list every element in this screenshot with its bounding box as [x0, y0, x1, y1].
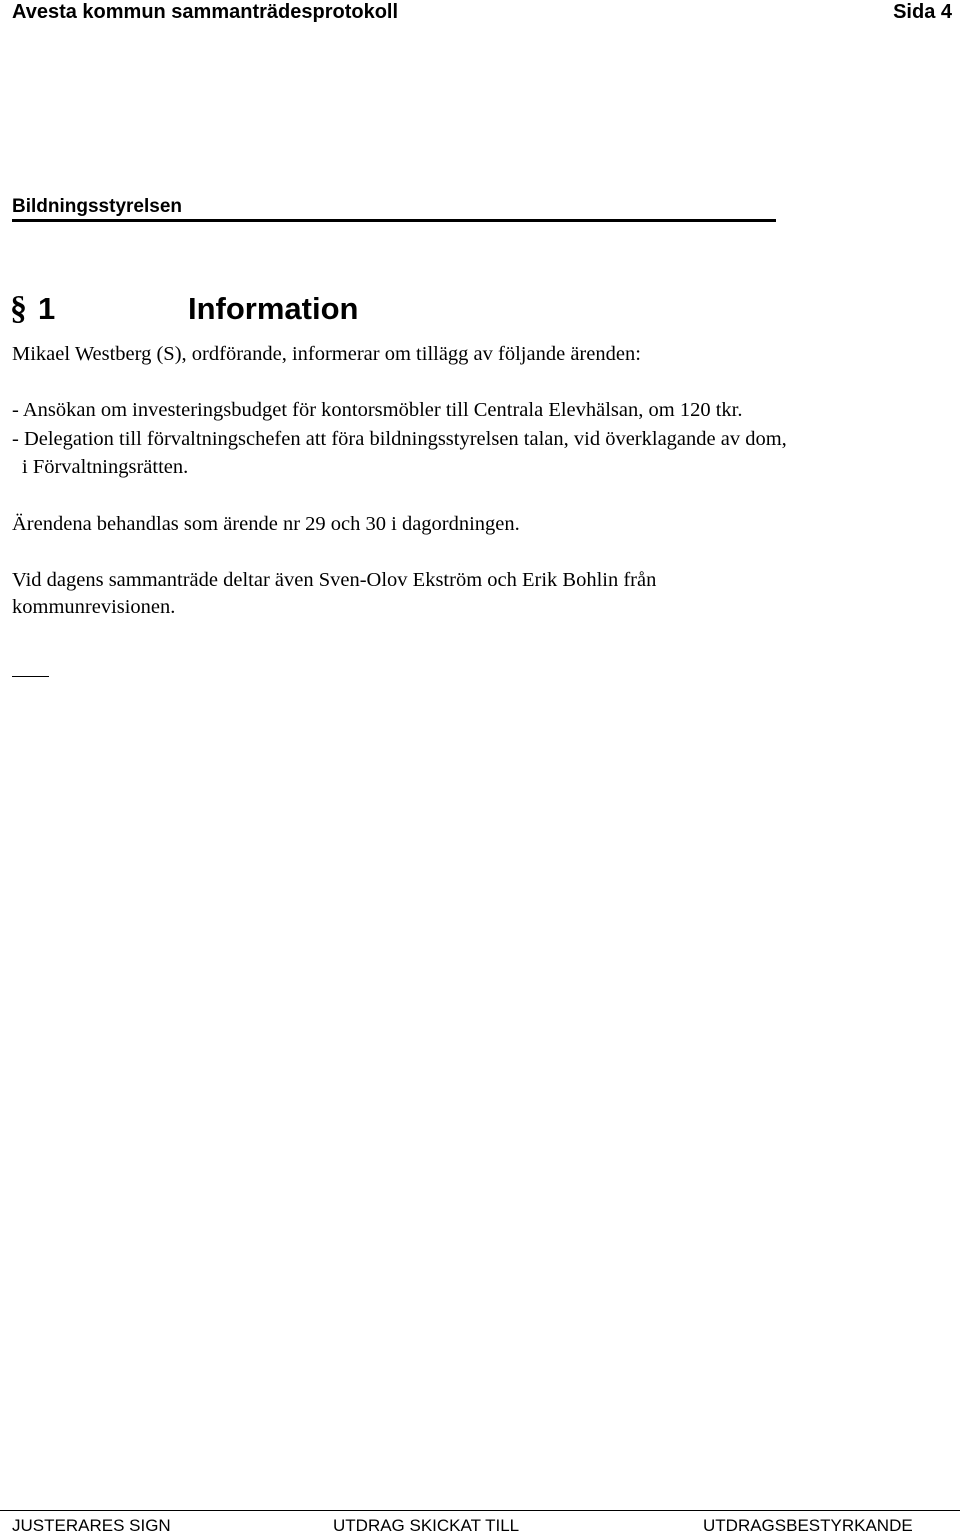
- document-title: Avesta kommun sammanträdesprotokoll: [12, 1, 399, 23]
- paragraph-sign: §: [10, 290, 27, 327]
- attendance-note: Vid dagens sammanträde deltar även Sven-Olov Ekström och Erik Bohlin från: [12, 569, 657, 591]
- committee-divider: [12, 219, 776, 222]
- footer-divider: [0, 1510, 960, 1511]
- list-item-2-continuation: i Förvaltningsrätten.: [22, 456, 189, 478]
- footer-justerares-sign: JUSTERARES SIGN: [12, 1516, 171, 1535]
- list-item-2: - Delegation till förvaltningschefen att föra bildningsstyrelsen talan, vid överklagande av dom,: [12, 428, 787, 450]
- paragraph-number: 1: [38, 291, 56, 326]
- intro-text: Mikael Westberg (S), ordförande, informerar om tillägg av följande ärenden:: [12, 343, 641, 365]
- footer-utdrag-skickat-till: UTDRAG SKICKAT TILL: [333, 1516, 520, 1535]
- agenda-note: Ärendena behandlas som ärende nr 29 och 30 i dagordningen.: [12, 513, 520, 535]
- committee-name: Bildningsstyrelsen: [12, 196, 182, 217]
- paragraph-heading: Information: [188, 291, 359, 326]
- section-end-rule: [12, 676, 49, 677]
- footer-utdragsbestyrkande: UTDRAGSBESTYRKANDE: [703, 1516, 913, 1535]
- list-item-1: - Ansökan om investeringsbudget för kontorsmöbler till Centrala Elevhälsan, om 120 tkr.: [12, 399, 743, 421]
- attendance-note-continuation: kommunrevisionen.: [12, 596, 176, 618]
- page-number: Sida 4: [893, 1, 952, 23]
